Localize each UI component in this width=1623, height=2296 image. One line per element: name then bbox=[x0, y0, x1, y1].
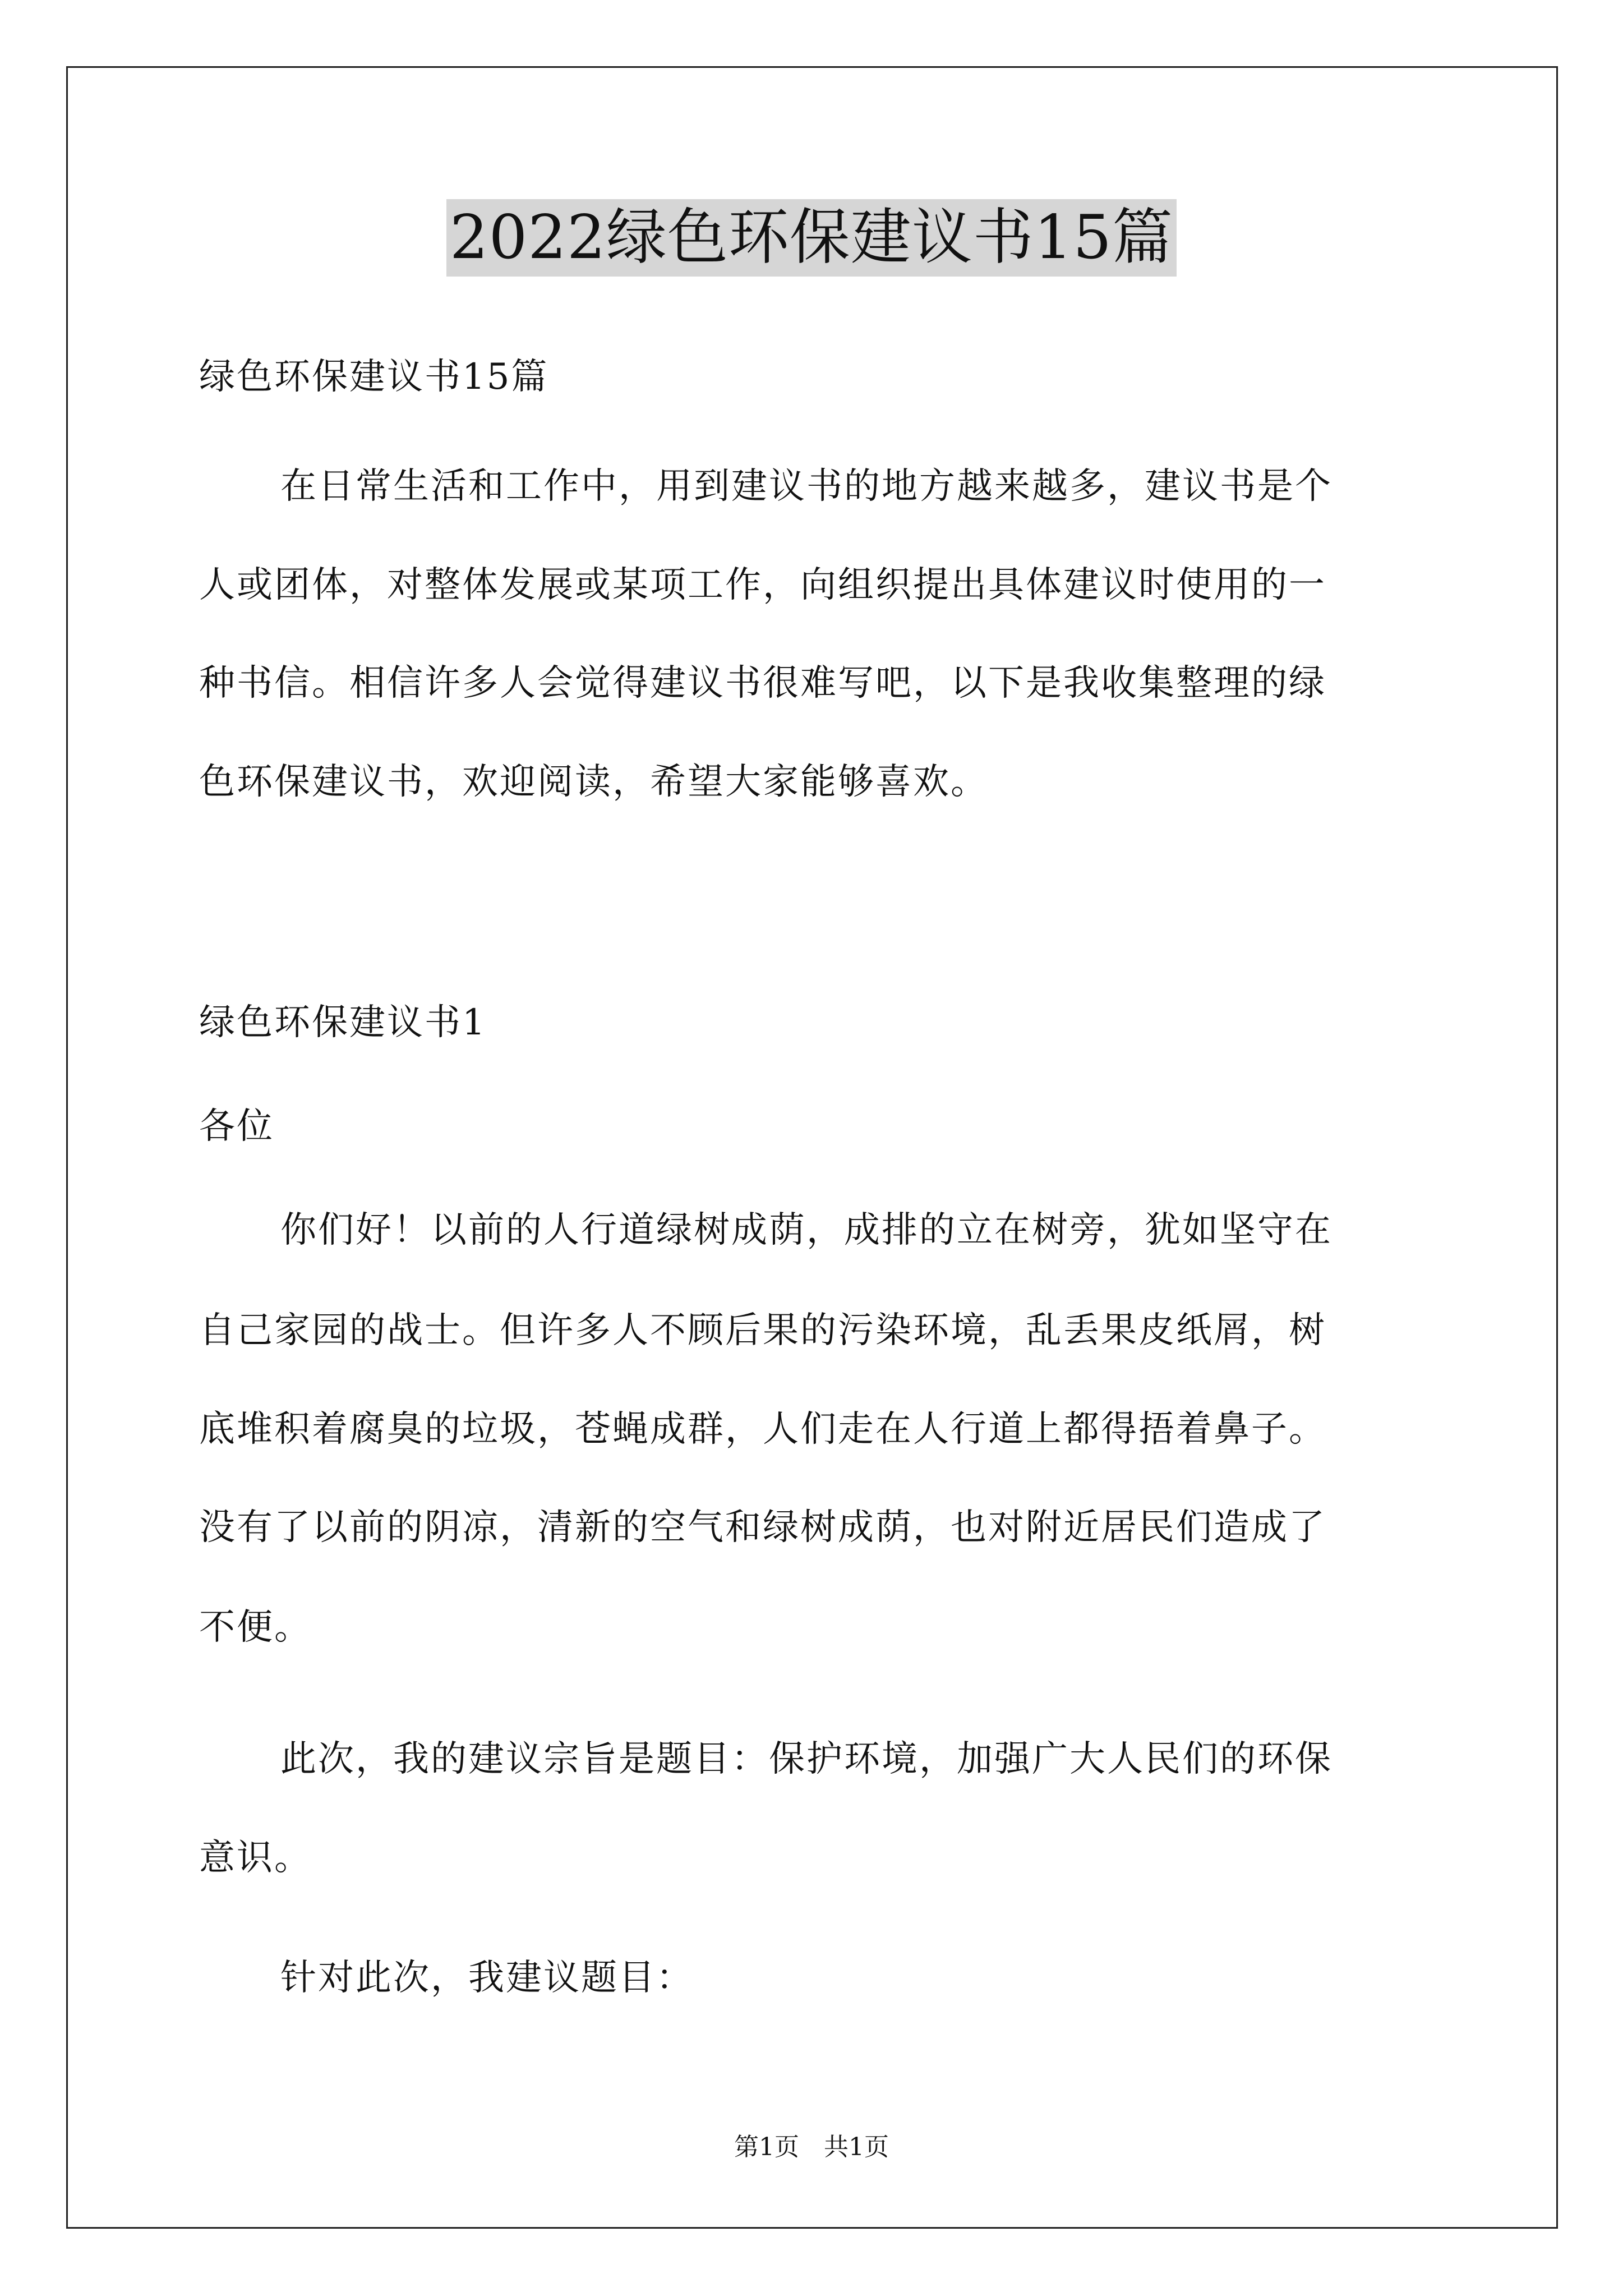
document-subtitle: 绿色环保建议书15篇 bbox=[199, 356, 549, 398]
body-line-5: 不便。 bbox=[199, 1607, 312, 1648]
body-line-1: 你们好！以前的人行道绿树成荫，成排的立在树旁，犹如坚守在 bbox=[280, 1209, 1332, 1251]
body-line-4: 没有了以前的阴凉，清新的空气和绿树成荫，也对附近居民们造成了 bbox=[199, 1507, 1326, 1548]
body-line-6: 此次，我的建议宗旨是题目：保护环境，加强广大人民们的环保 bbox=[280, 1738, 1332, 1780]
page-footer: 第1页 共1页 bbox=[734, 2133, 889, 2161]
intro-line-3: 种书信。相信许多人会觉得建议书很难写吧，以下是我收集整理的绿 bbox=[199, 662, 1326, 704]
salutation: 各位 bbox=[199, 1106, 274, 1147]
body-line-3: 底堆积着腐臭的垃圾，苍蝇成群，人们走在人行道上都得捂着鼻子。 bbox=[199, 1409, 1326, 1450]
intro-line-4: 色环保建议书，欢迎阅读，希望大家能够喜欢。 bbox=[199, 761, 988, 803]
intro-line-1: 在日常生活和工作中，用到建议书的地方越来越多，建议书是个 bbox=[280, 466, 1332, 507]
body-line-8: 针对此次，我建议题目： bbox=[280, 1957, 694, 1999]
document-title-container bbox=[0, 199, 1623, 277]
document-title: 2022绿色环保建议书15篇 bbox=[446, 199, 1177, 277]
body-line-2: 自己家园的战士。但许多人不顾后果的污染环境，乱丢果皮纸屑，树 bbox=[199, 1310, 1326, 1351]
body-line-7: 意识。 bbox=[199, 1837, 312, 1879]
section-heading: 绿色环保建议书1 bbox=[199, 1002, 487, 1043]
intro-line-2: 人或团体，对整体发展或某项工作，向组织提出具体建议时使用的一 bbox=[199, 564, 1326, 606]
